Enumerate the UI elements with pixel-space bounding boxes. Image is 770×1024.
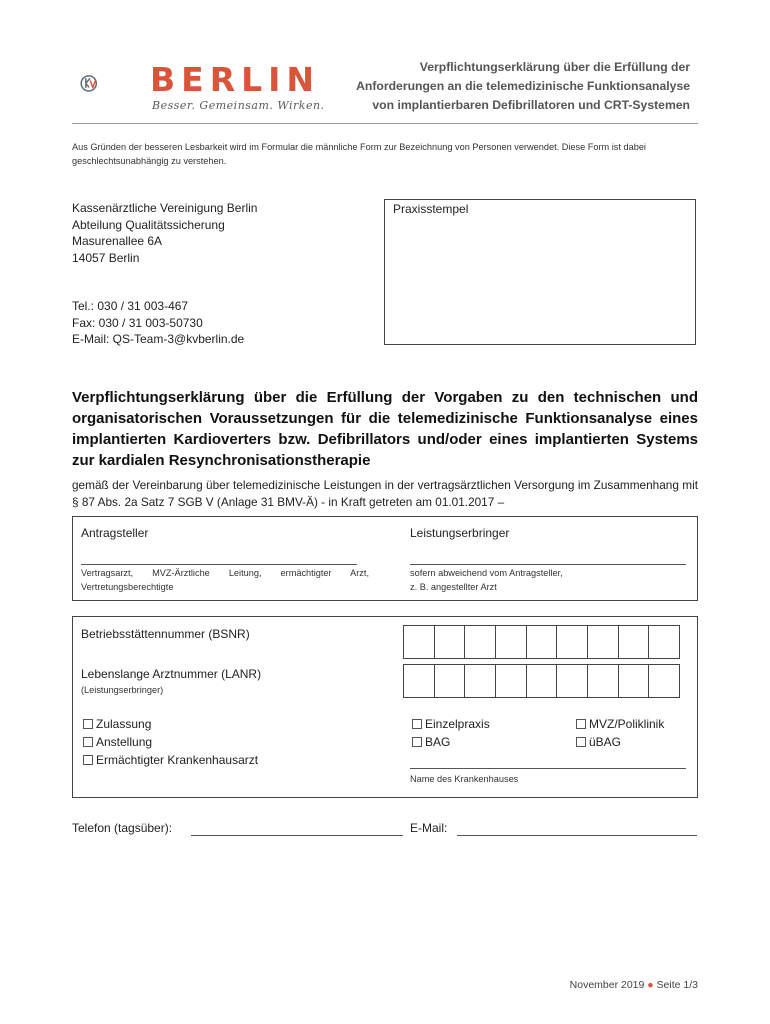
checkbox-icon[interactable] — [83, 719, 93, 729]
lanr-label: Lebenslange Arztnummer (LANR) — [81, 667, 262, 681]
checkbox-anstellung[interactable] — [83, 733, 258, 751]
main-title: Verpflichtungserklärung über die Erfüllung der Vorgaben zu den technischen und organisatorischen Voraussetzungen für die telemedizinische Funktionsanalyse eines implantierten Kardioverters bzw. Defibrillators und/oder eines implantierten Systems zur kardialen Resynchronisationstherapie — [72, 389, 698, 469]
gender-note: Aus Gründen der besseren Lesbarkeit wird im Formular die männliche Form zur Bezeichnung von Personen verwendet. Diese Form ist dabei geschlechtsunabhängig zu verstehen. — [72, 142, 646, 166]
kv-logo-icon — [80, 52, 150, 116]
applicant-hint: Vertragsarzt, MVZ-Ärztliche Leitung, ermächtigter Arzt, Vertretungsberechtigte — [81, 568, 369, 592]
checkbox-einzelpraxis[interactable] — [412, 715, 490, 733]
checkbox-icon[interactable] — [576, 737, 586, 747]
checkbox-icon[interactable] — [83, 737, 93, 747]
header-title-line: Anforderungen an die telemedizinische Funktionsanalyse — [356, 79, 690, 93]
address-line: Masurenallee 6A — [72, 234, 163, 248]
address-block — [72, 200, 257, 348]
header-title-line: von implantierbaren Defibrillatoren und CRT-Systemen — [372, 98, 690, 112]
provider-hint-line: sofern abweichend vom Antragsteller, — [410, 568, 563, 578]
bsnr-label: Betriebsstättennummer (BSNR) — [81, 627, 250, 641]
phone-label: Telefon (tagsüber): — [72, 821, 173, 835]
checkbox-bag[interactable] — [412, 733, 490, 751]
checkbox-ermaechtigter-arzt[interactable] — [83, 751, 258, 769]
checkbox-zulassung[interactable] — [83, 715, 258, 733]
header-title — [300, 58, 690, 115]
practice-details-section — [72, 616, 698, 798]
checkbox-label: BAG — [425, 735, 451, 749]
provider-hint-line: z. B. angestellter Arzt — [410, 582, 497, 592]
logo-word: BERLIN — [150, 60, 321, 99]
header-title-line: Verpflichtungserklärung über die Erfüllung der — [419, 60, 690, 74]
checkbox-label: Einzelpraxis — [425, 717, 490, 731]
checkbox-uebag[interactable] — [576, 733, 664, 751]
checkbox-icon[interactable] — [412, 737, 422, 747]
checkbox-mvz-poliklinik[interactable] — [576, 715, 664, 733]
logo-slogan: Besser. Gemeinsam. Wirken. — [152, 99, 325, 112]
lanr-hint: (Leistungserbringer) — [81, 685, 164, 695]
contact-fax: Fax: 030 / 31 003-50730 — [72, 315, 203, 330]
hospital-name-input-line[interactable] — [410, 768, 686, 769]
practice-stamp-field[interactable] — [384, 199, 696, 345]
provider-input-line[interactable] — [410, 564, 686, 565]
footer — [570, 979, 698, 991]
checkbox-label: Zulassung — [96, 717, 152, 731]
applicant-label: Antragsteller — [81, 526, 149, 540]
address-line: Kassenärztliche Vereinigung Berlin — [72, 201, 258, 215]
checkbox-label: üBAG — [589, 735, 622, 749]
bsnr-input-grid[interactable] — [403, 625, 680, 659]
practice-stamp-label: Praxisstempel — [393, 202, 469, 216]
provider-label: Leistungserbringer — [410, 526, 510, 540]
contact-email[interactable]: E-Mail: QS-Team-3@kvberlin.de — [72, 332, 245, 346]
checkbox-label: Anstellung — [96, 735, 153, 749]
address-line: 14057 Berlin — [72, 250, 140, 265]
checkbox-label: MVZ/Poliklinik — [589, 717, 665, 731]
practice-type-checkboxes — [412, 715, 490, 751]
bullet-icon: ● — [647, 979, 654, 991]
checkbox-icon[interactable] — [412, 719, 422, 729]
checkbox-label: Ermächtigter Krankenhausarzt — [96, 753, 259, 767]
email-label: E-Mail: — [410, 821, 448, 835]
lanr-input-grid[interactable] — [403, 664, 680, 698]
practice-type-checkboxes-2 — [576, 715, 664, 751]
provider-hint — [410, 566, 563, 594]
applicant-provider-section — [72, 516, 698, 601]
hospital-name-hint: Name des Krankenhauses — [410, 774, 519, 784]
sub-title: gemäß der Vereinbarung über telemedizinische Leistungen in der vertragsärztlichen Versorgung im Zusammenhang mit § 87 Abs. 2a Satz 7 SGB V (Anlage 31 BMV-Ä) - in Kraft getreten am 01.01.2017 – — [72, 478, 698, 509]
email-input-line[interactable] — [457, 835, 697, 836]
footer-page: Seite 1/3 — [656, 979, 698, 991]
applicant-input-line[interactable] — [81, 564, 357, 565]
phone-input-line[interactable] — [191, 835, 403, 836]
status-checkboxes — [83, 715, 258, 769]
contact-phone: Tel.: 030 / 31 003-467 — [72, 299, 189, 313]
checkbox-icon[interactable] — [576, 719, 586, 729]
footer-date: November 2019 — [569, 979, 645, 991]
checkbox-icon[interactable] — [83, 755, 93, 765]
address-line: Abteilung Qualitätssicherung — [72, 217, 225, 232]
header-divider — [72, 123, 698, 124]
